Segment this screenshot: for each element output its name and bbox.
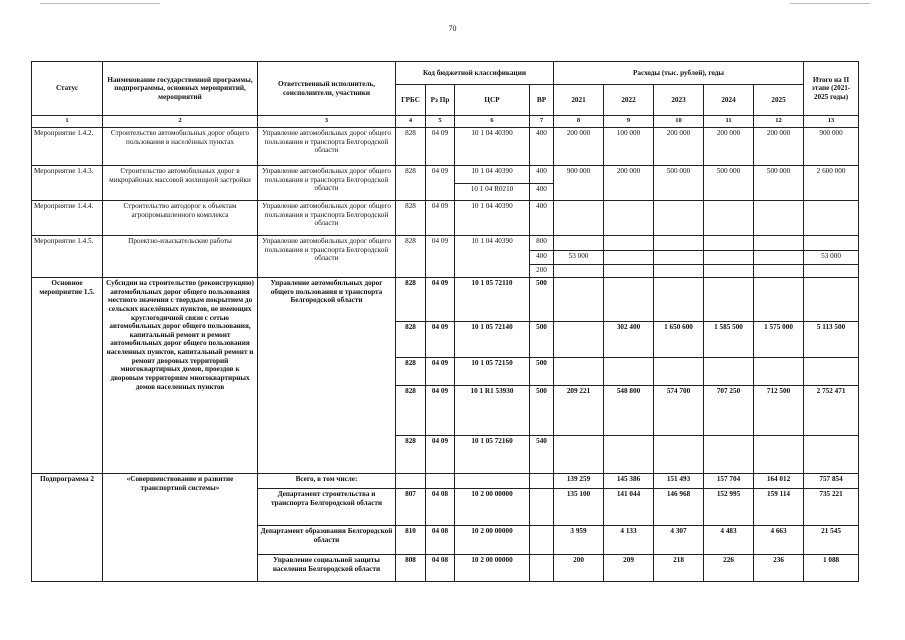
value-cell bbox=[704, 358, 754, 386]
value-cell bbox=[554, 436, 604, 474]
value-cell: 157 704 bbox=[704, 474, 754, 489]
value-cell bbox=[754, 358, 804, 386]
value-cell bbox=[654, 278, 704, 322]
header-budget-code: Код бюджетной классификации bbox=[396, 62, 554, 85]
table-row bbox=[32, 128, 859, 166]
value-cell: 53 000 bbox=[554, 251, 604, 265]
value-cell bbox=[754, 201, 804, 236]
value-cell bbox=[554, 322, 604, 358]
value-cell: 500 000 bbox=[754, 166, 804, 201]
total-cell: 21 545 bbox=[804, 526, 859, 555]
header-total: Итого на II этапе (2021-2025 годы) bbox=[804, 62, 859, 116]
total-cell bbox=[804, 201, 859, 236]
value-cell bbox=[654, 436, 704, 474]
total-cell: 2 600 000 bbox=[804, 166, 859, 201]
header-year-2025: 2025 bbox=[754, 85, 804, 116]
row-executor: Департамент образования Белгородской области bbox=[258, 526, 396, 555]
table-row bbox=[32, 236, 859, 251]
rzpr-cell: 04 09 bbox=[426, 386, 455, 436]
row-executor: Управление автомобильных дорог общего пользования и транспорта Белгородской области bbox=[258, 278, 396, 474]
row-executor: Управление социальной защиты населения Белгородской области bbox=[258, 555, 396, 582]
value-cell: 200 000 bbox=[654, 128, 704, 166]
value-cell: 500 000 bbox=[654, 166, 704, 201]
vr-cell: 540 bbox=[530, 436, 554, 474]
value-cell bbox=[604, 358, 654, 386]
grbs-cell: 828 bbox=[396, 358, 426, 386]
col-num: 12 bbox=[754, 116, 804, 128]
row-name: Проектно-изыскательские работы bbox=[103, 236, 258, 278]
vr-cell: 400 bbox=[530, 251, 554, 265]
grbs-cell: 807 bbox=[396, 489, 426, 526]
value-cell bbox=[654, 201, 704, 236]
value-cell: 200 000 bbox=[604, 166, 654, 201]
value-cell: 712 500 bbox=[754, 386, 804, 436]
grbs-cell: 828 bbox=[396, 201, 426, 236]
page-number: 70 bbox=[448, 24, 457, 33]
row-executor: Управление автомобильных дорог общего пользования и транспорта Белгородской области bbox=[258, 166, 396, 201]
grbs-cell: 828 bbox=[396, 278, 426, 322]
value-cell bbox=[604, 201, 654, 236]
rzpr-cell: 04 09 bbox=[426, 166, 455, 201]
value-cell: 200 000 bbox=[704, 128, 754, 166]
value-cell bbox=[554, 358, 604, 386]
rzpr-cell: 04 09 bbox=[426, 201, 455, 236]
header-vr: ВР bbox=[530, 85, 554, 116]
value-cell: 4 663 bbox=[754, 526, 804, 555]
value-cell bbox=[754, 278, 804, 322]
csr-cell: 10 1 04 R0210 bbox=[455, 184, 530, 201]
total-cell bbox=[804, 265, 859, 278]
vr-cell bbox=[530, 555, 554, 582]
value-cell: 574 700 bbox=[654, 386, 704, 436]
vr-cell: 400 bbox=[530, 184, 554, 201]
table-row bbox=[32, 278, 859, 322]
rzpr-cell: 04 08 bbox=[426, 526, 455, 555]
value-cell bbox=[754, 436, 804, 474]
row-name: «Совершенствование и развитие транспортной системы» bbox=[103, 474, 258, 582]
value-cell: 4 307 bbox=[654, 526, 704, 555]
vr-cell: 800 bbox=[530, 236, 554, 251]
value-cell: 145 386 bbox=[604, 474, 654, 489]
total-cell: 900 000 bbox=[804, 128, 859, 166]
value-cell: 164 012 bbox=[754, 474, 804, 489]
col-num: 1 bbox=[32, 116, 103, 128]
header-status: Статус bbox=[32, 62, 103, 116]
value-cell: 548 800 bbox=[604, 386, 654, 436]
value-cell bbox=[554, 278, 604, 322]
value-cell: 200 000 bbox=[554, 128, 604, 166]
value-cell: 1 585 500 bbox=[704, 322, 754, 358]
col-num: 6 bbox=[455, 116, 530, 128]
total-cell: 5 113 500 bbox=[804, 322, 859, 358]
value-cell: 100 000 bbox=[604, 128, 654, 166]
value-cell bbox=[754, 265, 804, 278]
col-num: 3 bbox=[258, 116, 396, 128]
value-cell bbox=[654, 236, 704, 251]
row-executor: Всего, в том числе: bbox=[258, 474, 396, 489]
row-status: Подпрограмма 2 bbox=[32, 474, 103, 582]
grbs-cell: 828 bbox=[396, 128, 426, 166]
vr-cell: 500 bbox=[530, 358, 554, 386]
value-cell: 4 133 bbox=[604, 526, 654, 555]
value-cell bbox=[654, 265, 704, 278]
top-rule-left bbox=[40, 3, 160, 4]
total-cell bbox=[804, 278, 859, 322]
grbs-cell: 810 bbox=[396, 526, 426, 555]
row-name: Субсидии на строительство (реконструкцию) автомобильных дорог общего пользования местного значения с твердым покрытием до сельских населённых пунктов, не имеющих круглогодичной связи с сетью автомобильных дорог общего пользования, капитальный ремонт и ремонт автомобильных дорог общего пользования населенных пунктов, капитальный ремонт и ремонт дворовых территорий многоквартирных домов, проездов к дворовым территориям многоквартирных домов населенных пунктов bbox=[103, 278, 258, 474]
total-cell bbox=[804, 236, 859, 251]
value-cell: 146 968 bbox=[654, 489, 704, 526]
value-cell bbox=[554, 236, 604, 251]
value-cell: 1 575 000 bbox=[754, 322, 804, 358]
rzpr-cell: 04 08 bbox=[426, 555, 455, 582]
value-cell bbox=[704, 278, 754, 322]
value-cell bbox=[604, 265, 654, 278]
vr-cell: 400 bbox=[530, 128, 554, 166]
value-cell bbox=[604, 251, 654, 265]
header-csr: ЦСР bbox=[455, 85, 530, 116]
vr-cell: 200 bbox=[530, 265, 554, 278]
grbs-cell: 828 bbox=[396, 322, 426, 358]
header-year-2021: 2021 bbox=[554, 85, 604, 116]
value-cell: 159 114 bbox=[754, 489, 804, 526]
total-cell bbox=[804, 358, 859, 386]
col-num: 10 bbox=[654, 116, 704, 128]
table-row bbox=[32, 474, 859, 489]
rzpr-cell: 04 09 bbox=[426, 278, 455, 322]
value-cell bbox=[754, 236, 804, 251]
header-year-2023: 2023 bbox=[654, 85, 704, 116]
value-cell: 236 bbox=[754, 555, 804, 582]
value-cell: 707 250 bbox=[704, 386, 754, 436]
vr-cell bbox=[530, 474, 554, 489]
value-cell bbox=[704, 265, 754, 278]
rzpr-cell: 04 08 bbox=[426, 489, 455, 526]
grbs-cell bbox=[396, 474, 426, 489]
col-num: 9 bbox=[604, 116, 654, 128]
value-cell: 900 000 bbox=[554, 166, 604, 201]
rzpr-cell: 04 09 bbox=[426, 236, 455, 278]
total-cell: 53 000 bbox=[804, 251, 859, 265]
row-executor: Управление автомобильных дорог общего пользования и транспорта Белгородской области bbox=[258, 201, 396, 236]
value-cell: 209 221 bbox=[554, 386, 604, 436]
row-executor: Департамент строительства и транспорта Белгородской области bbox=[258, 489, 396, 526]
total-cell: 2 752 471 bbox=[804, 386, 859, 436]
csr-cell: 10 1 04 40390 bbox=[455, 128, 530, 166]
rzpr-cell: 04 09 bbox=[426, 436, 455, 474]
row-status: Мероприятие 1.4.5. bbox=[32, 236, 103, 278]
value-cell bbox=[704, 251, 754, 265]
column-number-row bbox=[32, 116, 859, 128]
csr-cell: 10 1 04 40390 bbox=[455, 201, 530, 236]
value-cell bbox=[554, 201, 604, 236]
value-cell bbox=[604, 436, 654, 474]
row-executor: Управление автомобильных дорог общего пользования и транспорта Белгородской области bbox=[258, 128, 396, 166]
vr-cell: 500 bbox=[530, 322, 554, 358]
value-cell: 302 400 bbox=[604, 322, 654, 358]
row-executor: Управление автомобильных дорог общего пользования и транспорта Белгородской области bbox=[258, 236, 396, 278]
csr-cell: 10 1 04 40390 bbox=[455, 166, 530, 184]
value-cell: 152 995 bbox=[704, 489, 754, 526]
value-cell bbox=[704, 236, 754, 251]
row-status: Мероприятие 1.4.3. bbox=[32, 166, 103, 201]
csr-cell: 10 1 04 40390 bbox=[455, 236, 530, 278]
value-cell bbox=[604, 278, 654, 322]
top-rule-right bbox=[790, 3, 870, 4]
budget-table bbox=[31, 61, 859, 582]
csr-cell: 10 1 05 72140 bbox=[455, 322, 530, 358]
csr-cell: 10 2 00 00000 bbox=[455, 555, 530, 582]
col-num: 13 bbox=[804, 116, 859, 128]
row-name: Строительство автомобильных дорог общего пользования в населённых пунктах bbox=[103, 128, 258, 166]
value-cell: 141 044 bbox=[604, 489, 654, 526]
rzpr-cell: 04 09 bbox=[426, 322, 455, 358]
value-cell: 200 bbox=[554, 555, 604, 582]
vr-cell bbox=[530, 489, 554, 526]
table-row bbox=[32, 201, 859, 236]
col-num: 7 bbox=[530, 116, 554, 128]
value-cell: 218 bbox=[654, 555, 704, 582]
col-num: 11 bbox=[704, 116, 754, 128]
rzpr-cell: 04 09 bbox=[426, 128, 455, 166]
header-expenses: Расходы (тыс. рублей), годы bbox=[554, 62, 804, 85]
total-cell bbox=[804, 436, 859, 474]
vr-cell: 500 bbox=[530, 386, 554, 436]
header-name: Наименование государственной программы, подпрограммы, основных мероприятий, мероприятий bbox=[103, 62, 258, 116]
row-status: Мероприятие 1.4.2. bbox=[32, 128, 103, 166]
csr-cell: 10 1 05 72110 bbox=[455, 278, 530, 322]
row-status: Основное мероприятие 1.5. bbox=[32, 278, 103, 474]
value-cell: 226 bbox=[704, 555, 754, 582]
value-cell bbox=[554, 265, 604, 278]
vr-cell: 400 bbox=[530, 166, 554, 184]
value-cell bbox=[654, 358, 704, 386]
csr-cell: 10 1 05 72150 bbox=[455, 358, 530, 386]
table-row bbox=[32, 166, 859, 184]
rzpr-cell bbox=[426, 474, 455, 489]
rzpr-cell: 04 09 bbox=[426, 358, 455, 386]
vr-cell: 400 bbox=[530, 201, 554, 236]
grbs-cell: 808 bbox=[396, 555, 426, 582]
vr-cell bbox=[530, 526, 554, 555]
row-name: Строительство автомобильных дорог в микрорайонах массовой жилищной застройки bbox=[103, 166, 258, 201]
value-cell: 3 959 bbox=[554, 526, 604, 555]
grbs-cell: 828 bbox=[396, 166, 426, 201]
csr-cell: 10 1 R1 53930 bbox=[455, 386, 530, 436]
csr-cell bbox=[455, 474, 530, 489]
csr-cell: 10 2 00 00000 bbox=[455, 489, 530, 526]
row-status: Мероприятие 1.4.4. bbox=[32, 201, 103, 236]
header-executor: Ответственный исполнитель, соисполнители, участники bbox=[258, 62, 396, 116]
value-cell bbox=[754, 251, 804, 265]
value-cell: 151 493 bbox=[654, 474, 704, 489]
col-num: 4 bbox=[396, 116, 426, 128]
header-year-2024: 2024 bbox=[704, 85, 754, 116]
value-cell: 139 259 bbox=[554, 474, 604, 489]
value-cell: 135 100 bbox=[554, 489, 604, 526]
grbs-cell: 828 bbox=[396, 236, 426, 278]
csr-cell: 10 2 00 00000 bbox=[455, 526, 530, 555]
value-cell: 4 483 bbox=[704, 526, 754, 555]
total-cell: 735 221 bbox=[804, 489, 859, 526]
total-cell: 1 088 bbox=[804, 555, 859, 582]
header-year-2022: 2022 bbox=[604, 85, 654, 116]
value-cell bbox=[604, 236, 654, 251]
col-num: 2 bbox=[103, 116, 258, 128]
row-name: Строительство автодорог к объектам агропромышленного комплекса bbox=[103, 201, 258, 236]
value-cell bbox=[654, 251, 704, 265]
value-cell: 209 bbox=[604, 555, 654, 582]
vr-cell: 500 bbox=[530, 278, 554, 322]
csr-cell: 10 1 05 72160 bbox=[455, 436, 530, 474]
header-grbs: ГРБС bbox=[396, 85, 426, 116]
col-num: 8 bbox=[554, 116, 604, 128]
value-cell: 1 650 600 bbox=[654, 322, 704, 358]
value-cell bbox=[704, 436, 754, 474]
value-cell: 500 000 bbox=[704, 166, 754, 201]
total-cell: 757 854 bbox=[804, 474, 859, 489]
header-rzpr: Рз Пр bbox=[426, 85, 455, 116]
col-num: 5 bbox=[426, 116, 455, 128]
value-cell: 200 000 bbox=[754, 128, 804, 166]
grbs-cell: 828 bbox=[396, 386, 426, 436]
value-cell bbox=[704, 201, 754, 236]
grbs-cell: 828 bbox=[396, 436, 426, 474]
